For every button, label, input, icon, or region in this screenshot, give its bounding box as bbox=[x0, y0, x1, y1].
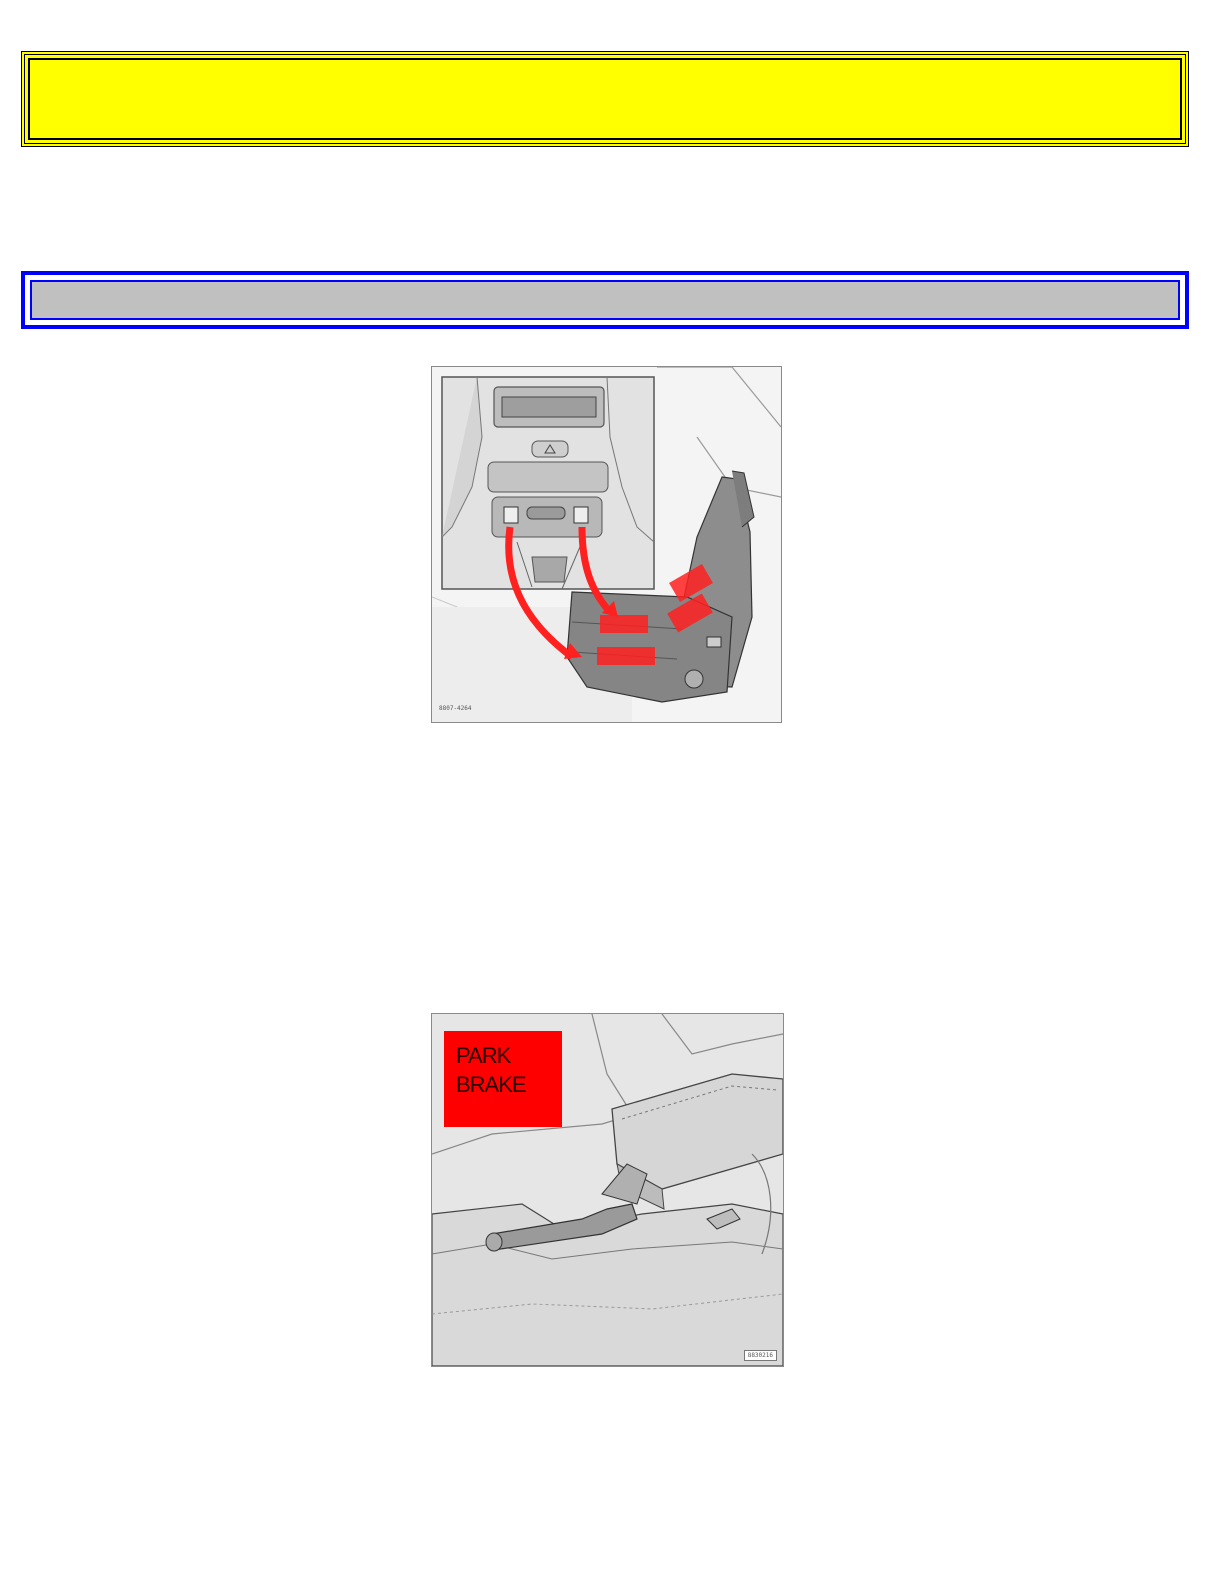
seat-controls-illustration bbox=[431, 366, 782, 723]
console-inset bbox=[442, 377, 654, 589]
section-header-bar bbox=[21, 271, 1189, 329]
page-title-box bbox=[21, 51, 1189, 147]
figure-code: 8830216 bbox=[744, 1350, 777, 1361]
park-brake-label-line-1: PARK bbox=[456, 1043, 511, 1068]
park-brake-label-line-2: BRAKE bbox=[456, 1072, 526, 1097]
park-brake-label bbox=[444, 1031, 562, 1127]
park-brake-illustration bbox=[431, 1013, 784, 1367]
figure-code: 8807-4264 bbox=[439, 705, 472, 712]
page-title-inner-border bbox=[28, 58, 1182, 140]
section-header-inner bbox=[30, 280, 1180, 320]
seat-controls-drawing bbox=[432, 367, 781, 722]
